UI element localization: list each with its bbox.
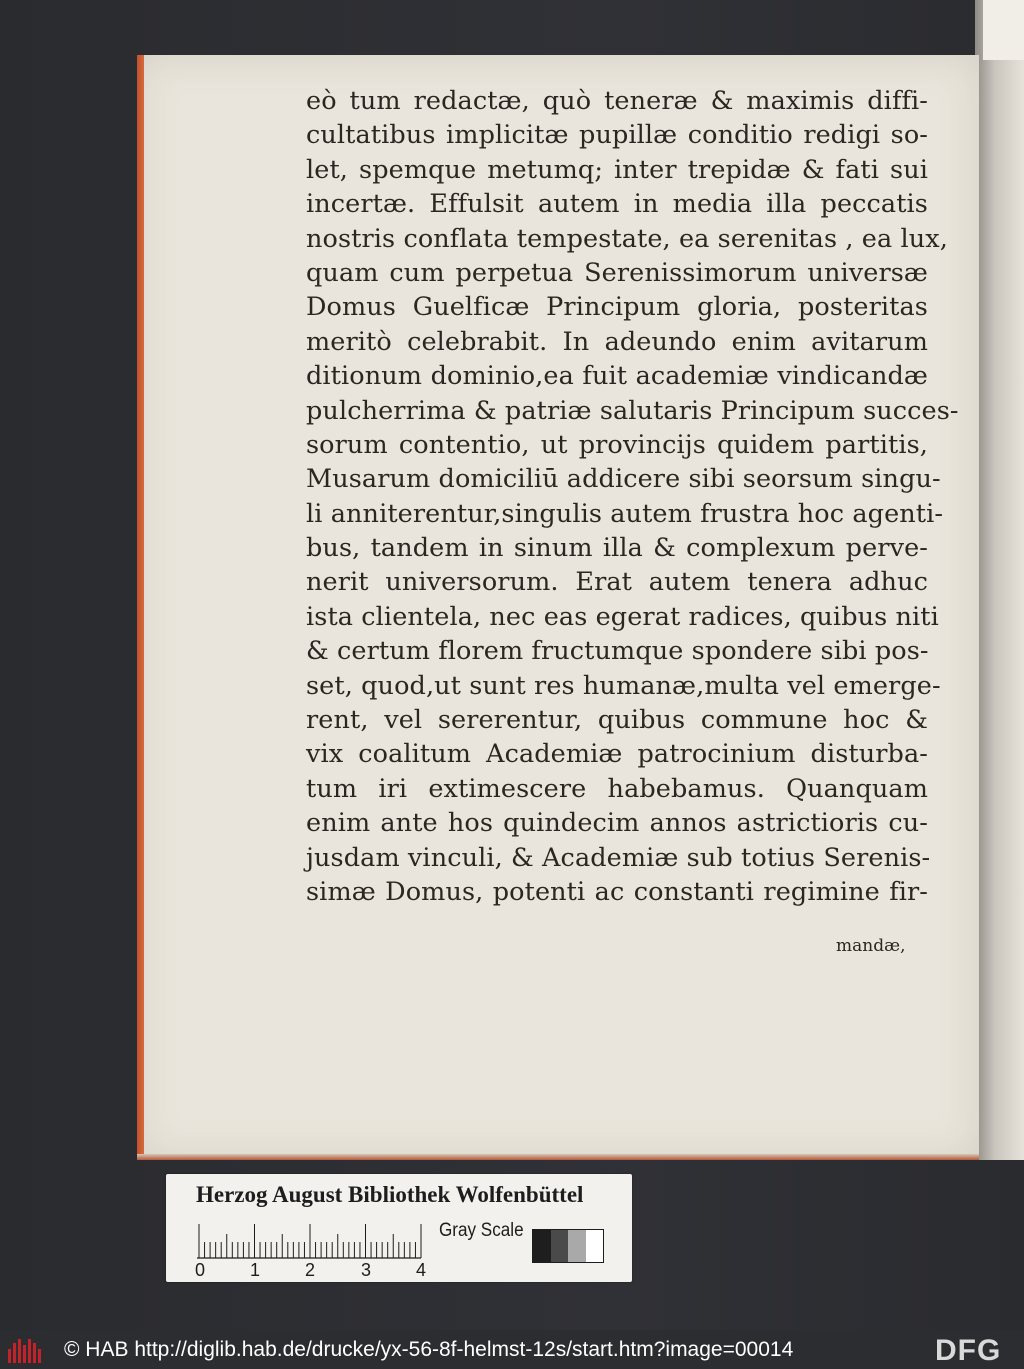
text-line: let, spemque metumq; inter trepidæ & fati sui (306, 154, 928, 185)
dfg-logo: DFG (935, 1334, 1002, 1367)
viewer-footer (0, 1330, 1024, 1369)
gray-swatch (551, 1230, 569, 1262)
text-line: & certum florem fructumque spondere sibi pos- (306, 636, 929, 667)
text-line: rent, vel sererentur, quibus commune hoc & (306, 705, 928, 736)
text-line: nostris conflata tempestate, ea serenitas , ea lux, (306, 223, 948, 254)
library-name: Herzog August Bibliothek Wolfenbüttel (196, 1182, 584, 1207)
ruler-number: 3 (361, 1260, 372, 1280)
text-line: li anniterentur,singulis autem frustra hoc agenti- (306, 498, 944, 529)
text-line: nerit universorum. Erat autem tenera adhuc (306, 567, 928, 598)
text-line: enim ante hos quindecim annos astrictioris cu- (306, 808, 928, 839)
text-line: ditionum dominio,ea fuit academiæ vindicandæ (306, 361, 928, 392)
gray-swatch (586, 1230, 604, 1262)
gray-swatch (568, 1230, 586, 1262)
ruler-number: 1 (250, 1260, 261, 1280)
text-line: simæ Domus, potenti ac constanti regimine fir- (306, 876, 928, 907)
page-red-edge-left (137, 55, 144, 1160)
gray-swatches (532, 1229, 604, 1263)
text-line: cultatibus implicitæ pupillæ conditio redigi so- (306, 120, 928, 151)
text-line: quam cum perpetua Serenissimorum universæ (306, 257, 928, 288)
page-text-block (306, 84, 959, 909)
text-line: incertæ. Effulsit autem in media illa peccatis (306, 189, 928, 220)
text-line: bus, tandem in sinum illa & complexum perve- (306, 533, 928, 564)
ruler-number: 4 (416, 1260, 427, 1280)
text-line: Musarum domiciliū addicere sibi seorsum singu- (306, 464, 941, 495)
ruler-number: 0 (195, 1260, 206, 1280)
text-line: Domus Guelficæ Principum gloria, posteritas (306, 292, 928, 323)
text-line: eò tum redactæ, quò teneræ & maximis diffi- (306, 86, 928, 116)
text-line: ista clientela, nec eas egerat radices, quibus niti (306, 601, 939, 632)
text-line: pulcherrima & patriæ salutaris Principum succes- (306, 395, 959, 426)
ruler-number: 2 (305, 1260, 316, 1280)
gray-scale-label: Gray Scale (439, 1220, 524, 1241)
text-line: vix coalitum Academiæ patrocinium disturba- (306, 739, 928, 770)
text-line: meritò celebrabit. In adeundo enim avitarum (306, 326, 928, 357)
text-line: tum iri extimescere habebamus. Quanquam (306, 773, 928, 804)
adjacent-page-edge (975, 0, 1024, 1160)
hab-logo-icon (8, 1339, 48, 1363)
ruler-scale (197, 1222, 441, 1260)
adjacent-page-corner (983, 0, 1024, 60)
text-line: jusdam vinculi, & Academiæ sub totius Serenis- (306, 842, 931, 873)
text-line: set, quod,ut sunt res humanæ,multa vel emerge- (306, 670, 941, 701)
footer-source-link[interactable]: © HAB http://diglib.hab.de/drucke/yx-56-8f-helmst-12s/start.htm?image=00014 (64, 1338, 794, 1361)
text-line: sorum contentio, ut provincijs quidem partitis, (306, 429, 928, 460)
catchword: mandæ, (836, 936, 906, 956)
color-scale-card (166, 1174, 632, 1282)
page-red-edge-bottom (137, 1154, 979, 1160)
gray-swatch (533, 1230, 551, 1262)
